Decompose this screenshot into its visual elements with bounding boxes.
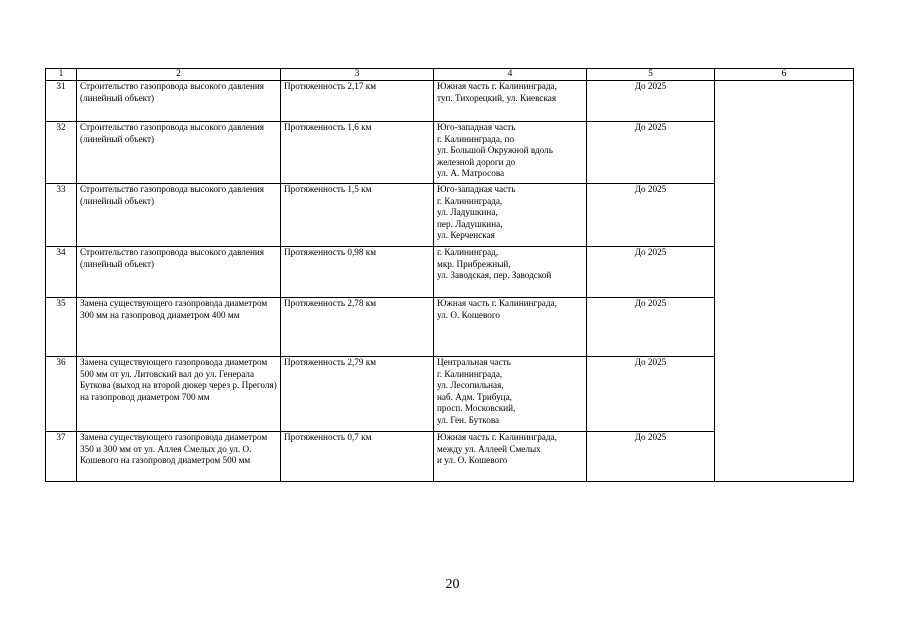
location-line: и ул. О. Кошевого <box>437 455 508 465</box>
object-length: Протяженность 0,98 км <box>281 247 434 298</box>
location-line: наб. Адм. Трибуца, <box>437 391 512 402</box>
deadline: До 2025 <box>587 357 715 432</box>
object-location <box>434 81 587 122</box>
object-length: Протяженность 2,17 км <box>281 81 434 122</box>
infrastructure-table <box>45 68 854 482</box>
location-line: ул. Керченская <box>437 230 495 240</box>
object-name: Строительство газопровода высокого давления (линейный объект) <box>77 247 281 298</box>
location-line: Юго-западная часть <box>437 184 516 194</box>
location-line: г. Калининграда, <box>437 368 503 379</box>
object-length: Протяженность 2,78 км <box>281 298 434 357</box>
object-location <box>434 432 587 482</box>
object-name: Замена существующего газопровода диаметром 350 и 300 мм от ул. Аллея Смелых до ул. О. Кошевого на газопровод диаметром 500 мм <box>77 432 281 482</box>
location-line: ул. О. Кошевого <box>437 309 501 320</box>
object-location <box>434 184 587 247</box>
object-length: Протяженность 0,7 км <box>281 432 434 482</box>
location-line: между ул. Аллеей Смелых <box>437 443 541 454</box>
location-line: пер. Ладушкина, <box>437 218 503 229</box>
object-length: Протяженность 1,5 км <box>281 184 434 247</box>
location-line: Южная часть г. Калининграда, <box>437 298 557 308</box>
column-6-cell <box>715 81 854 482</box>
location-line: Юго-западная часть <box>437 122 516 132</box>
object-name: Строительство газопровода высокого давления (линейный объект) <box>77 81 281 122</box>
col-header-3: 3 <box>281 69 434 81</box>
col-header-1: 1 <box>46 69 77 81</box>
object-location <box>434 122 587 184</box>
location-line: г. Калининграда, <box>437 195 503 206</box>
location-line: ул. Большой Окружной вдоль <box>437 145 553 155</box>
object-name: Замена существующего газопровода диаметром 300 мм на газопровод диаметром 400 мм <box>77 298 281 357</box>
deadline: До 2025 <box>587 122 715 184</box>
row-number: 34 <box>46 247 77 298</box>
location-line: Южная часть г. Калининграда, <box>437 432 557 442</box>
location-line: ул. Заводская, пер. Заводской <box>437 270 552 280</box>
row-number: 37 <box>46 432 77 482</box>
deadline: До 2025 <box>587 81 715 122</box>
row-number: 31 <box>46 81 77 122</box>
row-number: 32 <box>46 122 77 184</box>
object-length: Протяженность 1,6 км <box>281 122 434 184</box>
location-line: мкр. Прибрежный, <box>437 258 511 269</box>
row-number: 35 <box>46 298 77 357</box>
deadline: До 2025 <box>587 432 715 482</box>
object-location <box>434 298 587 357</box>
row-number: 36 <box>46 357 77 432</box>
col-header-4: 4 <box>434 69 587 81</box>
col-header-2: 2 <box>77 69 281 81</box>
object-length: Протяженность 2,79 км <box>281 357 434 432</box>
location-line: ул. Ген. Буткова <box>437 414 500 425</box>
location-line: Центральная часть <box>437 357 511 367</box>
location-line: ул. А. Матросова <box>437 168 505 178</box>
row-number: 33 <box>46 184 77 247</box>
location-line: ул. Ладушкина, <box>437 207 498 217</box>
object-name: Строительство газопровода высокого давления (линейный объект) <box>77 122 281 184</box>
table-row <box>46 81 854 122</box>
deadline: До 2025 <box>587 184 715 247</box>
col-header-6: 6 <box>715 69 854 81</box>
location-line: туп. Тихорецкий, ул. Киевская <box>437 92 557 103</box>
location-line: ул. Лесопильная, <box>437 380 504 390</box>
location-line: просп. Московский, <box>437 403 516 413</box>
object-name: Строительство газопровода высокого давления (линейный объект) <box>77 184 281 247</box>
object-location <box>434 247 587 298</box>
object-name: Замена существующего газопровода диаметром 500 мм от ул. Литовский вал до ул. Генерала Буткова (выход на второй дюкер через р. Преголя) на газопровод диаметром 700 мм <box>77 357 281 432</box>
page-number: 20 <box>445 577 460 592</box>
location-line: железной дороги до <box>437 156 516 167</box>
deadline: До 2025 <box>587 298 715 357</box>
location-line: г. Калининграда, по <box>437 133 515 144</box>
header-row <box>46 69 854 81</box>
object-location <box>434 357 587 432</box>
location-line: г. Калининград, <box>437 247 499 257</box>
deadline: До 2025 <box>587 247 715 298</box>
col-header-5: 5 <box>587 69 715 81</box>
location-line: Южная часть г. Калининграда, <box>437 81 557 91</box>
